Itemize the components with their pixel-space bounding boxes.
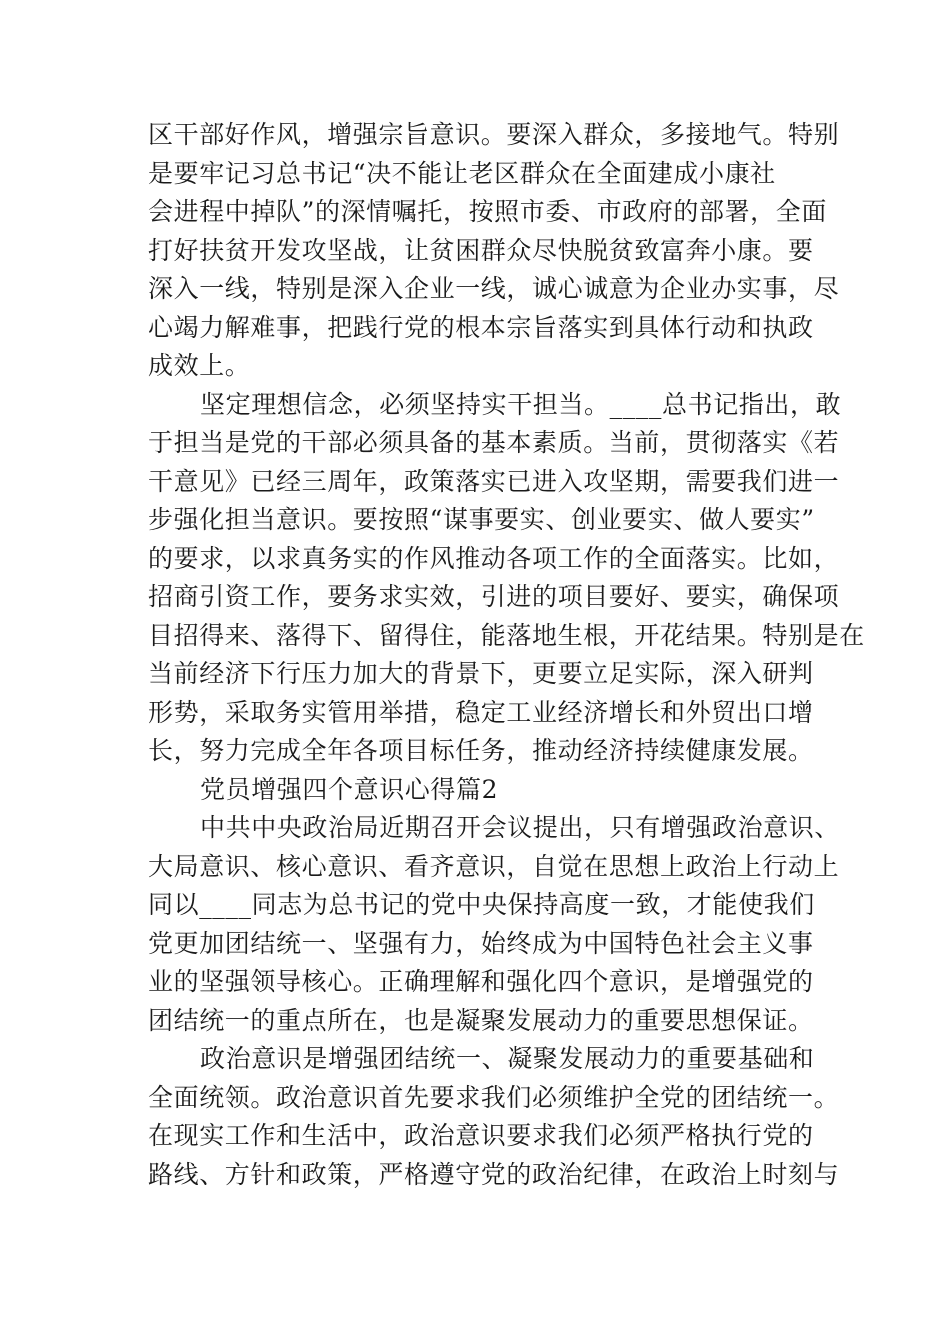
text-line: 坚定理想信念，必须坚持实干担当。____总书记指出，敢 xyxy=(200,389,842,419)
text-line: 中共中央政治局近期召开会议提出，只有增强政治意识、 xyxy=(200,813,841,842)
text-line: 于担当是党的干部必须具备的基本素质。当前，贯彻落实《若 xyxy=(148,428,840,457)
text-line: 团结统一的重点所在，也是凝聚发展动力的重要思想保证。 xyxy=(148,1005,814,1035)
text-line: 业的坚强领导核心。正确理解和强化四个意识，是增强党的 xyxy=(148,967,814,996)
text-line: 形势，采取务实管用举措，稳定工业经济增长和外贸出口增 xyxy=(148,697,814,727)
text-line: 同以____同志为总书记的党中央保持高度一致，才能使我们 xyxy=(148,890,815,919)
text-line: 心竭力解难事，把践行党的根本宗旨落实到具体行动和执政 xyxy=(148,312,814,342)
text-line: 全面统领。政治意识首先要求我们必须维护全党的团结统一。 xyxy=(148,1082,840,1112)
text-line: 政治意识是增强团结统一、凝聚发展动力的重要基础和 xyxy=(200,1044,815,1073)
text-line: 的要求，以求真务实的作风推动各项工作的全面落实。比如， xyxy=(148,543,840,573)
text-line: 打好扶贫开发攻坚战，让贫困群众尽快脱贫致富奔小康。要 xyxy=(148,235,814,265)
document-body xyxy=(148,116,865,1194)
text-line: 长，努力完成全年各项目标任务，推动经济持续健康发展。 xyxy=(148,736,814,765)
text-line: 深入一线，特别是深入企业一线，诚心诚意为企业办实事，尽 xyxy=(148,274,840,303)
text-line: 大局意识、核心意识、看齐意识，自觉在思想上政治上行动上 xyxy=(148,851,840,881)
text-line: 会进程中掉队”的深情嘱托，按照市委、市政府的部署，全面 xyxy=(148,197,827,226)
paragraph xyxy=(148,116,840,386)
heading-line: 党员增强四个意识心得篇2 xyxy=(200,774,499,804)
text-line: 区干部好作风，增强宗旨意识。要深入群众，多接地气。特别 xyxy=(148,120,840,149)
text-line: 在现实工作和生活中，政治意识要求我们必须严格执行党的 xyxy=(148,1121,814,1150)
text-line: 成效上。 xyxy=(148,351,251,380)
section-heading xyxy=(148,771,828,810)
text-line: 招商引资工作，要务求实效，引进的项目要好、要实，确保项 xyxy=(148,582,840,611)
text-line: 党更加团结统一、坚强有力，始终成为中国特色社会主义事 xyxy=(148,928,814,958)
text-line: 步强化担当意识。要按照“谋事要实、创业要实、做人要实” xyxy=(148,505,815,534)
text-line: 当前经济下行压力加大的背景下，更要立足实际，深入研判 xyxy=(148,659,814,688)
text-line: 干意见》已经三周年，政策落实已进入攻坚期，需要我们进一 xyxy=(148,466,840,496)
text-line: 路线、方针和政策，严格遵守党的政治纪律，在政治上时刻与 xyxy=(148,1159,840,1189)
paragraph xyxy=(148,809,841,1040)
text-line: 是要牢记习总书记“决不能让老区群众在全面建成小康社 xyxy=(148,158,776,188)
paragraph xyxy=(148,1040,840,1194)
paragraph xyxy=(148,386,865,771)
text-line: 目招得来、落得下、留得住，能落地生根，开花结果。特别是在 xyxy=(148,620,865,650)
